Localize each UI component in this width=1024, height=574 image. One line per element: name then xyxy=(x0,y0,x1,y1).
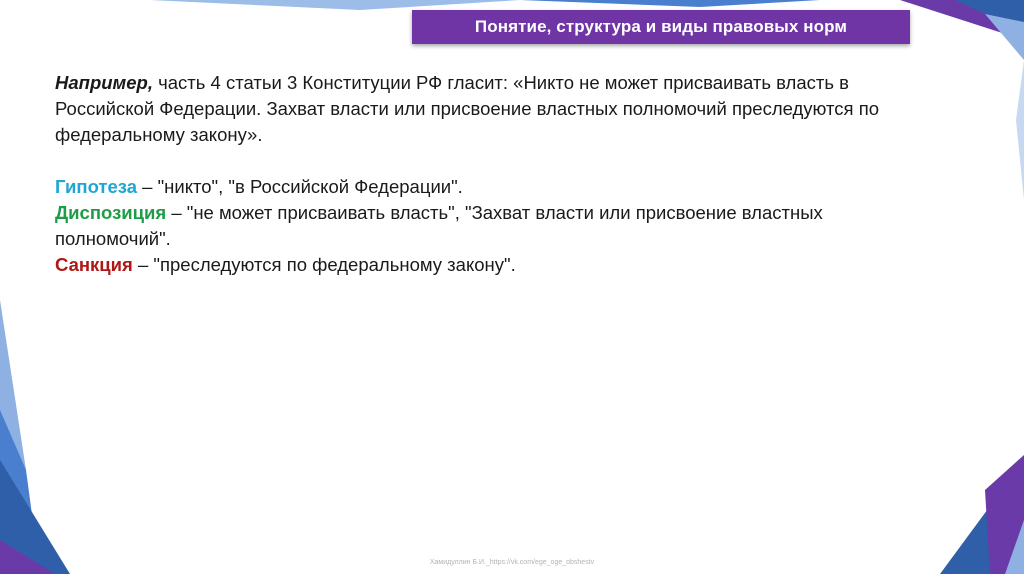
disposition-text: – "не может присваивать власть", "Захват власти или присвоение властных полномочий". xyxy=(55,202,823,249)
hypothesis-term: Гипотеза xyxy=(55,176,138,197)
top-light-blue-shape xyxy=(150,0,520,10)
sanction-text: – "преследуются по федеральному закону". xyxy=(132,254,516,275)
top-blue-shape xyxy=(520,0,820,7)
example-lead: Например, xyxy=(55,72,153,93)
slide-title: Понятие, структура и виды правовых норм xyxy=(474,17,848,36)
sanction-term: Санкция xyxy=(55,254,133,275)
right-edge-light-shape xyxy=(1016,60,1024,200)
paragraph-spacer xyxy=(55,148,935,174)
hypothesis-text: – "никто", "в Российской Федерации". xyxy=(137,176,463,197)
footer-attribution: Хамидуллин Б.И._https://vk.com/ege_oge_obshestv xyxy=(429,559,595,566)
title-bar xyxy=(412,10,910,44)
disposition-term: Диспозиция xyxy=(55,202,167,223)
disposition-line xyxy=(55,200,935,252)
slide-content xyxy=(55,70,935,278)
example-paragraph xyxy=(55,70,935,148)
hypothesis-line xyxy=(55,174,935,200)
sanction-line xyxy=(55,252,935,278)
example-text: часть 4 статьи 3 Конституции РФ гласит: «Никто не может присваивать власть в Российской Федерации. Захват власти или присвоение властных полномочий преследуются по федеральному закону». xyxy=(55,72,880,145)
